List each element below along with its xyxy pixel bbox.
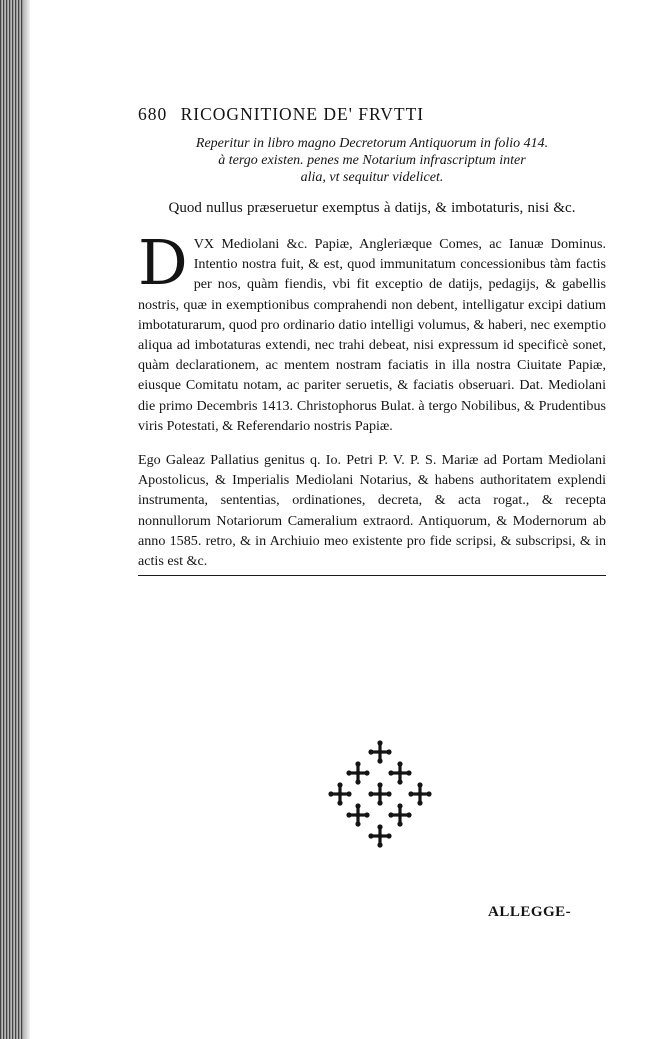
- notary-attestation: Ego Galeaz Pallatius genitus q. Io. Petri P. V. P. S. Mariæ ad Portam Mediolani Apostolicus, & Imperialis Mediolani Notarius, & habens authoritatem explendi instrumenta, sententias, ordinationes, decreta, & acta rogat., & recepta nonnullorum Notariorum Cameralium extraord. Antiquorum, & Modernorum ab anno 1585. retro, & in Archiuio meo existente pro fide scripsi, & subscripsi, & in actis est &c.: [138, 450, 606, 576]
- decree-paragraph: [138, 226, 606, 436]
- rubric-line: Reperitur in libro magno Decretorum Antiquorum in folio 414.: [195, 136, 549, 151]
- running-head: [138, 104, 606, 125]
- catchword: ALLEGGE-: [488, 904, 572, 920]
- drop-cap-initial: D: [138, 226, 188, 299]
- page-content: [138, 104, 606, 576]
- running-title: RICOGNITIONE DE' FRVTTI: [180, 104, 425, 124]
- rubric-line: à tergo existen. penes me Notarium infrascriptum inter: [218, 153, 526, 168]
- cross-fleury-ornament-icon: [300, 740, 450, 850]
- page-number: 680: [138, 104, 168, 124]
- decree-text: VX Mediolani &c. Papiæ, Angleriæque Comes, ac Ianuæ Dominus. Intentio nostra fuit, & est, quod immunitatum concessionibus tàm factis per nos, quàm fiendis, vbi fit exceptio de datijs, pedagijs, & gabellis nostris, quæ in exemptionibus comprahendi non debent, intelligatur excipi datium imbotaturarum, quod pro ordinario datio intelligi volumus, & haberi, nec exemptio aliqua ad imbotaturas extendi, nec trahi debeat, nisi expressum id specificè sonet, quàm declarationem, ac mentem nostram faciatis in illa nostra Ciuitate Papiæ, eiusque Comitatu notam, ac pariter seruetis, & faciatis obseruari. Dat. Mediolani die primo Decembris 1413. Christophorus Bulat. à tergo Nobilibus, & Prudentibus viris Potestati, & Referendario nostris Papiæ.: [138, 236, 606, 434]
- rubric-line: alia, vt sequitur videlicet.: [300, 170, 444, 185]
- rubric: [138, 135, 606, 186]
- book-page-edges: [0, 0, 24, 1039]
- decree-title: Quod nullus præseruetur exemptus à datijs, & imbotaturis, nisi &c.: [168, 200, 576, 216]
